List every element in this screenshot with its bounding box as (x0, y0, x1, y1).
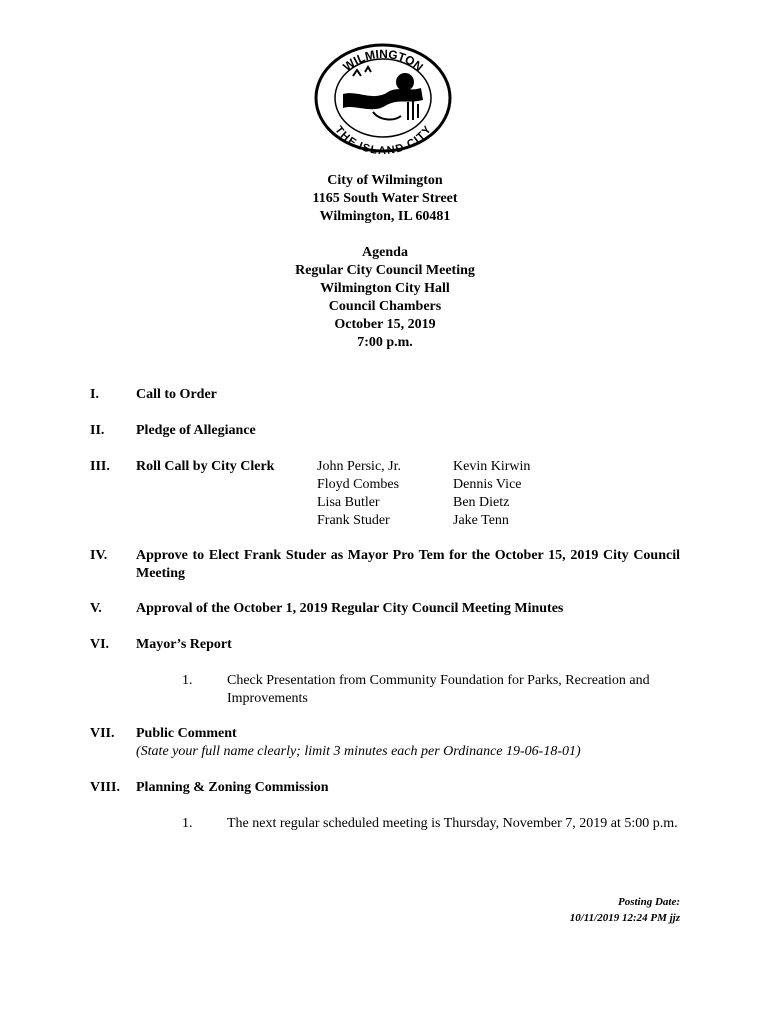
council-member: Ben Dietz (453, 495, 510, 510)
roll-call-column-2 (453, 458, 530, 530)
spacer (0, 226, 770, 244)
item-number: II. (90, 423, 105, 438)
svg-text:THE ISLAND CITY (332, 124, 434, 154)
item-title: Public Comment (136, 726, 237, 741)
city-name: City of Wilmington (327, 173, 443, 188)
roll-call-column-1 (317, 458, 401, 530)
council-member: Jake Tenn (453, 513, 509, 528)
item-title: Roll Call by City Clerk (136, 459, 275, 474)
item-number: VII. (90, 726, 115, 741)
item-number: VIII. (90, 780, 120, 795)
street-address: 1165 South Water Street (312, 191, 458, 206)
public-comment-note: (State your full name clearly; limit 3 minutes each per Ordinance 19-06-18-01) (136, 744, 581, 759)
meeting-type: Regular City Council Meeting (295, 263, 475, 278)
item-title: Mayor’s Report (136, 637, 232, 652)
subitem-text: Check Presentation from Community Foundation for Parks, Recreation and Improvements (227, 673, 650, 706)
council-member: Kevin Kirwin (453, 459, 531, 474)
wilmington-logo (313, 42, 453, 154)
agenda-item-4-title: Approve to Elect Frank Studer as Mayor Pro Tem for the October 15, 2019 City Council Meeting (136, 548, 680, 581)
posting-value: 10/11/2019 12:24 PM jjz (569, 912, 680, 924)
posting-date (570, 894, 680, 926)
meeting-time: 7:00 p.m. (357, 335, 413, 350)
council-member: Floyd Combes (317, 477, 400, 492)
meeting-date: October 15, 2019 (334, 317, 436, 332)
subitem-number: 1. (182, 816, 193, 831)
meeting-location: Wilmington City Hall (320, 281, 450, 296)
subitem-text: The next regular scheduled meeting is Thursday, November 7, 2019 at 5:00 p.m. (227, 816, 678, 831)
item-title: Call to Order (136, 387, 217, 402)
item-number: III. (90, 459, 110, 474)
city-state-zip: Wilmington, IL 60481 (319, 209, 451, 224)
item-title: Approval of the October 1, 2019 Regular City Council Meeting Minutes (136, 601, 564, 616)
item-number: VI. (90, 637, 110, 652)
logo-bottom-text: THE ISLAND CITY (332, 124, 434, 154)
council-member: Dennis Vice (453, 477, 522, 492)
doc-title: Agenda (362, 245, 408, 260)
subitem-number: 1. (182, 673, 193, 688)
meeting-room: Council Chambers (328, 299, 442, 314)
council-member: Lisa Butler (317, 495, 380, 510)
item-title: Planning & Zoning Commission (136, 780, 329, 795)
council-member: Frank Studer (317, 513, 390, 528)
item-number: I. (90, 387, 99, 402)
council-member: John Persic, Jr. (317, 459, 401, 474)
item-number: IV. (90, 548, 108, 563)
item-title: Pledge of Allegiance (136, 423, 256, 438)
logo-top-text: WILMINGTON (340, 46, 426, 75)
item-number: V. (90, 601, 102, 616)
posting-label: Posting Date: (617, 896, 680, 908)
header-block (0, 172, 770, 352)
